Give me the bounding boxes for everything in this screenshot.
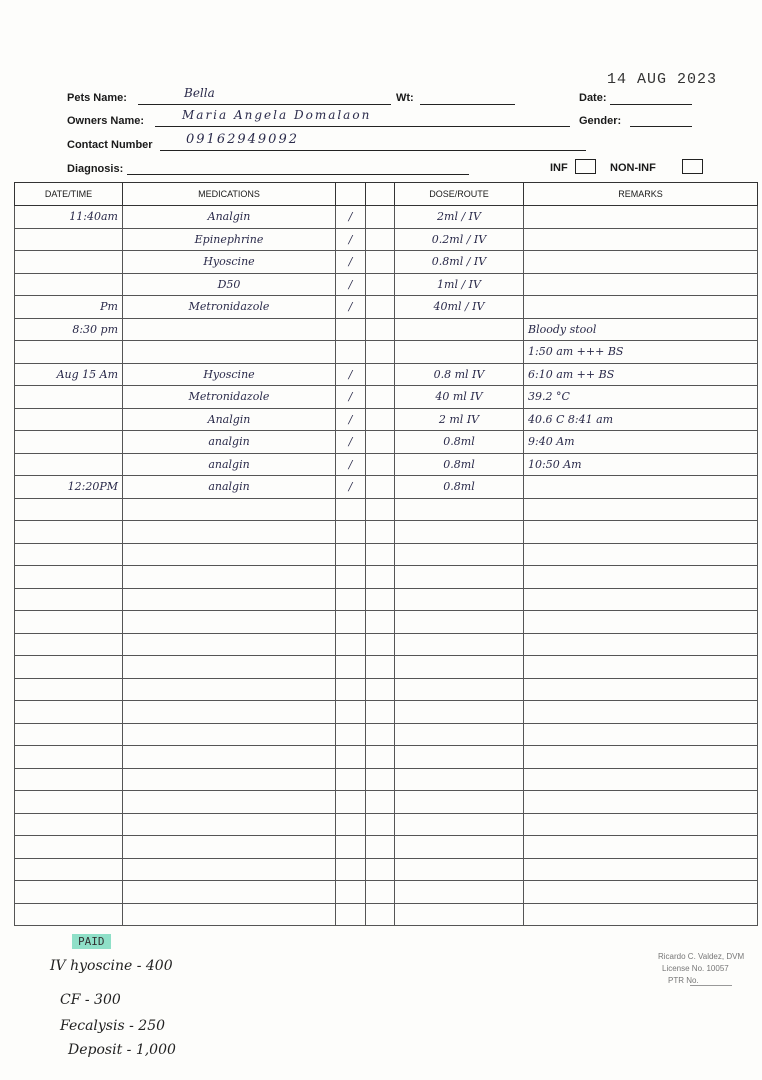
cell-blank[interactable] xyxy=(366,678,395,701)
cell-dose[interactable] xyxy=(395,543,524,566)
date-line[interactable] xyxy=(610,104,692,105)
cell-remarks[interactable] xyxy=(524,566,758,589)
cell-medication[interactable] xyxy=(123,566,336,589)
cell-check[interactable]: / xyxy=(336,431,366,454)
cell-blank[interactable] xyxy=(366,656,395,679)
cell-datetime[interactable] xyxy=(15,903,123,926)
table-row xyxy=(15,701,758,724)
cell-medication[interactable] xyxy=(123,521,336,544)
contact-line xyxy=(160,150,586,151)
cell-remarks[interactable] xyxy=(524,701,758,724)
cell-datetime[interactable] xyxy=(15,273,123,296)
cell-blank[interactable] xyxy=(366,633,395,656)
cell-dose[interactable] xyxy=(395,566,524,589)
cell-blank[interactable] xyxy=(366,273,395,296)
cell-dose[interactable]: 2ml / IV xyxy=(395,206,524,229)
inf-checkbox[interactable] xyxy=(575,159,596,174)
table-row xyxy=(15,521,758,544)
cell-medication[interactable] xyxy=(123,588,336,611)
col-blank-header xyxy=(366,183,395,206)
cell-remarks[interactable]: 9:40 Am xyxy=(524,431,758,454)
cell-check[interactable] xyxy=(336,498,366,521)
cell-medication[interactable] xyxy=(123,836,336,859)
cell-medication[interactable]: analgin xyxy=(123,453,336,476)
cell-check[interactable] xyxy=(336,611,366,634)
cell-check[interactable]: / xyxy=(336,476,366,499)
table-row xyxy=(15,768,758,791)
cell-datetime[interactable] xyxy=(15,453,123,476)
cell-remarks[interactable] xyxy=(524,768,758,791)
cell-remarks[interactable] xyxy=(524,228,758,251)
cell-check[interactable] xyxy=(336,768,366,791)
table-row xyxy=(15,431,758,454)
cell-check[interactable]: / xyxy=(336,453,366,476)
cell-check[interactable] xyxy=(336,341,366,364)
cell-medication[interactable] xyxy=(123,813,336,836)
cell-datetime[interactable]: Pm xyxy=(15,296,123,319)
col-remarks-header: REMARKS xyxy=(524,183,758,206)
cell-dose[interactable]: 0.8ml xyxy=(395,476,524,499)
col-datetime-header: DATE/TIME xyxy=(15,183,123,206)
treatment-table xyxy=(14,182,758,926)
cell-medication[interactable] xyxy=(123,318,336,341)
cell-check[interactable] xyxy=(336,746,366,769)
cell-remarks[interactable] xyxy=(524,498,758,521)
cell-remarks[interactable] xyxy=(524,813,758,836)
cell-remarks[interactable] xyxy=(524,206,758,229)
vet-ptr-label: PTR No. xyxy=(668,976,699,985)
cell-remarks[interactable]: 39.2 °C xyxy=(524,386,758,409)
cell-remarks[interactable] xyxy=(524,791,758,814)
cell-blank[interactable] xyxy=(366,858,395,881)
paid-stamp: PAID xyxy=(72,934,111,949)
contact-label: Contact Number xyxy=(67,139,153,151)
cell-dose[interactable] xyxy=(395,768,524,791)
cell-datetime[interactable] xyxy=(15,386,123,409)
cell-blank[interactable] xyxy=(366,768,395,791)
cell-medication[interactable] xyxy=(123,543,336,566)
cell-blank[interactable] xyxy=(366,723,395,746)
cell-dose[interactable] xyxy=(395,903,524,926)
cell-datetime[interactable] xyxy=(15,498,123,521)
table-row xyxy=(15,206,758,229)
owner-name-value[interactable]: Maria Angela Domalaon xyxy=(182,108,372,122)
cell-check[interactable] xyxy=(336,656,366,679)
table-row xyxy=(15,476,758,499)
cell-datetime[interactable]: 12:20PM xyxy=(15,476,123,499)
cell-check[interactable]: / xyxy=(336,273,366,296)
cell-blank[interactable] xyxy=(366,588,395,611)
cell-remarks[interactable] xyxy=(524,881,758,904)
diagnosis-label: Diagnosis: xyxy=(67,163,124,175)
cell-datetime[interactable] xyxy=(15,228,123,251)
table-row xyxy=(15,251,758,274)
cell-dose[interactable] xyxy=(395,341,524,364)
cell-dose[interactable] xyxy=(395,881,524,904)
cell-check[interactable] xyxy=(336,318,366,341)
cell-datetime[interactable] xyxy=(15,543,123,566)
cell-datetime[interactable] xyxy=(15,858,123,881)
cell-check[interactable] xyxy=(336,588,366,611)
cell-check[interactable] xyxy=(336,543,366,566)
cell-remarks[interactable] xyxy=(524,723,758,746)
cell-dose[interactable]: 1ml / IV xyxy=(395,273,524,296)
table-row xyxy=(15,566,758,589)
cell-dose[interactable] xyxy=(395,611,524,634)
noninf-checkbox[interactable] xyxy=(682,159,703,174)
cell-check[interactable] xyxy=(336,836,366,859)
cell-check[interactable] xyxy=(336,881,366,904)
cell-check[interactable] xyxy=(336,521,366,544)
table-row xyxy=(15,746,758,769)
cell-datetime[interactable] xyxy=(15,881,123,904)
table-row xyxy=(15,611,758,634)
cell-remarks[interactable] xyxy=(524,543,758,566)
cell-datetime[interactable] xyxy=(15,723,123,746)
vet-license: License No. 10057 xyxy=(662,964,729,973)
cell-medication[interactable] xyxy=(123,903,336,926)
cell-medication[interactable] xyxy=(123,768,336,791)
cell-datetime[interactable] xyxy=(15,611,123,634)
bill-line: Fecalysis - 250 xyxy=(60,1018,166,1034)
cell-dose[interactable] xyxy=(395,858,524,881)
cell-blank[interactable] xyxy=(366,206,395,229)
table-row xyxy=(15,228,758,251)
date-label: Date: xyxy=(579,92,607,104)
cell-medication[interactable]: Hyoscine xyxy=(123,251,336,274)
cell-check[interactable] xyxy=(336,678,366,701)
weight-line[interactable] xyxy=(420,104,515,105)
vet-name: Ricardo C. Valdez, DVM xyxy=(658,952,745,961)
col-dose-header: DOSE/ROUTE xyxy=(395,183,524,206)
cell-remarks[interactable]: Bloody stool xyxy=(524,318,758,341)
cell-medication[interactable] xyxy=(123,498,336,521)
cell-datetime[interactable] xyxy=(15,701,123,724)
bill-line: Deposit - 1,000 xyxy=(68,1042,176,1058)
cell-datetime[interactable] xyxy=(15,836,123,859)
table-row xyxy=(15,296,758,319)
date-stamp: 14 AUG 2023 xyxy=(607,71,718,88)
cell-remarks[interactable] xyxy=(524,296,758,319)
cell-datetime[interactable]: Aug 15 Am xyxy=(15,363,123,386)
cell-medication[interactable]: Epinephrine xyxy=(123,228,336,251)
cell-dose[interactable]: 0.8ml / IV xyxy=(395,251,524,274)
col-check-header xyxy=(336,183,366,206)
cell-check[interactable]: / xyxy=(336,408,366,431)
cell-datetime[interactable] xyxy=(15,768,123,791)
table-row xyxy=(15,341,758,364)
cell-medication[interactable] xyxy=(123,746,336,769)
cell-medication[interactable] xyxy=(123,341,336,364)
cell-datetime[interactable] xyxy=(15,566,123,589)
cell-blank[interactable] xyxy=(366,228,395,251)
cell-check[interactable] xyxy=(336,903,366,926)
table-row xyxy=(15,858,758,881)
cell-blank[interactable] xyxy=(366,408,395,431)
cell-medication[interactable] xyxy=(123,656,336,679)
cell-dose[interactable] xyxy=(395,318,524,341)
table-row xyxy=(15,588,758,611)
cell-blank[interactable] xyxy=(366,791,395,814)
cell-medication[interactable]: Hyoscine xyxy=(123,363,336,386)
cell-check[interactable] xyxy=(336,633,366,656)
cell-medication[interactable]: D50 xyxy=(123,273,336,296)
cell-dose[interactable] xyxy=(395,678,524,701)
noninf-label: NON-INF xyxy=(610,162,656,174)
cell-blank[interactable] xyxy=(366,453,395,476)
pet-name-value[interactable]: Bella xyxy=(184,86,215,100)
cell-datetime[interactable] xyxy=(15,678,123,701)
owner-name-label: Owners Name: xyxy=(67,115,145,127)
cell-dose[interactable] xyxy=(395,521,524,544)
cell-check[interactable]: / xyxy=(336,386,366,409)
cell-medication[interactable]: Metronidazole xyxy=(123,296,336,319)
cell-blank[interactable] xyxy=(366,903,395,926)
cell-dose[interactable] xyxy=(395,836,524,859)
pet-name-label: Pets Name: xyxy=(67,92,127,104)
cell-blank[interactable] xyxy=(366,611,395,634)
cell-remarks[interactable]: 40.6 C 8:41 am xyxy=(524,408,758,431)
table-row xyxy=(15,498,758,521)
contact-value[interactable]: 09162949092 xyxy=(186,132,299,147)
cell-medication[interactable]: Analgin xyxy=(123,408,336,431)
cell-medication[interactable] xyxy=(123,858,336,881)
vet-ptr-line xyxy=(690,985,732,986)
cell-check[interactable]: / xyxy=(336,363,366,386)
table-row xyxy=(15,453,758,476)
table-row xyxy=(15,273,758,296)
weight-label: Wt: xyxy=(396,92,414,104)
cell-dose[interactable]: 40ml / IV xyxy=(395,296,524,319)
table-row xyxy=(15,408,758,431)
cell-blank[interactable] xyxy=(366,498,395,521)
cell-blank[interactable] xyxy=(366,363,395,386)
cell-blank[interactable] xyxy=(366,431,395,454)
cell-blank[interactable] xyxy=(366,296,395,319)
cell-dose[interactable]: 0.8ml xyxy=(395,431,524,454)
cell-datetime[interactable] xyxy=(15,521,123,544)
cell-datetime[interactable] xyxy=(15,791,123,814)
cell-remarks[interactable] xyxy=(524,633,758,656)
table-row xyxy=(15,363,758,386)
table-row xyxy=(15,836,758,859)
bill-line: CF - 300 xyxy=(60,992,121,1008)
cell-blank[interactable] xyxy=(366,836,395,859)
cell-medication[interactable]: Metronidazole xyxy=(123,386,336,409)
cell-datetime[interactable] xyxy=(15,431,123,454)
cell-remarks[interactable]: 6:10 am ++ BS xyxy=(524,363,758,386)
cell-medication[interactable] xyxy=(123,611,336,634)
cell-remarks[interactable]: 10:50 Am xyxy=(524,453,758,476)
table-row xyxy=(15,386,758,409)
cell-check[interactable] xyxy=(336,791,366,814)
cell-remarks[interactable] xyxy=(524,746,758,769)
cell-medication[interactable] xyxy=(123,723,336,746)
col-medications-header: MEDICATIONS xyxy=(123,183,336,206)
owner-name-line xyxy=(155,126,570,127)
cell-dose[interactable] xyxy=(395,746,524,769)
table-row xyxy=(15,318,758,341)
cell-check[interactable] xyxy=(336,566,366,589)
cell-blank[interactable] xyxy=(366,813,395,836)
cell-medication[interactable]: analgin xyxy=(123,476,336,499)
cell-dose[interactable] xyxy=(395,498,524,521)
gender-line[interactable] xyxy=(630,126,692,127)
table-row xyxy=(15,633,758,656)
cell-remarks[interactable] xyxy=(524,858,758,881)
pet-name-line xyxy=(138,104,391,105)
cell-blank[interactable] xyxy=(366,701,395,724)
cell-medication[interactable] xyxy=(123,881,336,904)
cell-blank[interactable] xyxy=(366,521,395,544)
cell-datetime[interactable] xyxy=(15,588,123,611)
table-row xyxy=(15,791,758,814)
table-header-row xyxy=(15,183,758,206)
cell-blank[interactable] xyxy=(366,386,395,409)
gender-label: Gender: xyxy=(579,115,622,127)
cell-datetime[interactable] xyxy=(15,656,123,679)
cell-dose[interactable] xyxy=(395,701,524,724)
cell-remarks[interactable] xyxy=(524,611,758,634)
cell-blank[interactable] xyxy=(366,341,395,364)
cell-medication[interactable]: Analgin xyxy=(123,206,336,229)
cell-dose[interactable] xyxy=(395,723,524,746)
cell-remarks[interactable] xyxy=(524,251,758,274)
cell-dose[interactable] xyxy=(395,791,524,814)
cell-dose[interactable] xyxy=(395,813,524,836)
inf-label: INF xyxy=(550,162,568,174)
cell-remarks[interactable] xyxy=(524,521,758,544)
table-row xyxy=(15,678,758,701)
cell-check[interactable]: / xyxy=(336,251,366,274)
cell-dose[interactable]: 0.8 ml IV xyxy=(395,363,524,386)
cell-check[interactable] xyxy=(336,701,366,724)
table-row xyxy=(15,723,758,746)
cell-blank[interactable] xyxy=(366,318,395,341)
cell-dose[interactable]: 0.2ml / IV xyxy=(395,228,524,251)
cell-check[interactable] xyxy=(336,813,366,836)
cell-remarks[interactable] xyxy=(524,678,758,701)
cell-medication[interactable] xyxy=(123,701,336,724)
cell-medication[interactable] xyxy=(123,633,336,656)
cell-blank[interactable] xyxy=(366,476,395,499)
cell-datetime[interactable]: 11:40am xyxy=(15,206,123,229)
bill-line: IV hyoscine - 400 xyxy=(50,958,173,974)
cell-remarks[interactable]: 1:50 am +++ BS xyxy=(524,341,758,364)
cell-datetime[interactable] xyxy=(15,251,123,274)
cell-blank[interactable] xyxy=(366,251,395,274)
cell-dose[interactable] xyxy=(395,633,524,656)
cell-blank[interactable] xyxy=(366,566,395,589)
cell-medication[interactable] xyxy=(123,791,336,814)
table-row xyxy=(15,903,758,926)
table-row xyxy=(15,543,758,566)
cell-check[interactable]: / xyxy=(336,228,366,251)
cell-dose[interactable]: 0.8ml xyxy=(395,453,524,476)
cell-datetime[interactable] xyxy=(15,813,123,836)
cell-medication[interactable] xyxy=(123,678,336,701)
cell-remarks[interactable] xyxy=(524,588,758,611)
table-row xyxy=(15,881,758,904)
cell-blank[interactable] xyxy=(366,881,395,904)
cell-datetime[interactable] xyxy=(15,341,123,364)
cell-blank[interactable] xyxy=(366,543,395,566)
cell-remarks[interactable] xyxy=(524,903,758,926)
cell-blank[interactable] xyxy=(366,746,395,769)
cell-check[interactable] xyxy=(336,858,366,881)
cell-dose[interactable]: 2 ml IV xyxy=(395,408,524,431)
cell-check[interactable]: / xyxy=(336,296,366,319)
cell-medication[interactable]: analgin xyxy=(123,431,336,454)
cell-dose[interactable] xyxy=(395,588,524,611)
cell-remarks[interactable] xyxy=(524,273,758,296)
cell-check[interactable] xyxy=(336,723,366,746)
table-row xyxy=(15,813,758,836)
cell-datetime[interactable] xyxy=(15,746,123,769)
cell-remarks[interactable] xyxy=(524,476,758,499)
cell-datetime[interactable] xyxy=(15,633,123,656)
cell-dose[interactable] xyxy=(395,656,524,679)
diagnosis-line[interactable] xyxy=(127,174,469,175)
cell-datetime[interactable] xyxy=(15,408,123,431)
cell-check[interactable]: / xyxy=(336,206,366,229)
table-row xyxy=(15,656,758,679)
cell-dose[interactable]: 40 ml IV xyxy=(395,386,524,409)
cell-remarks[interactable] xyxy=(524,656,758,679)
cell-remarks[interactable] xyxy=(524,836,758,859)
cell-datetime[interactable]: 8:30 pm xyxy=(15,318,123,341)
